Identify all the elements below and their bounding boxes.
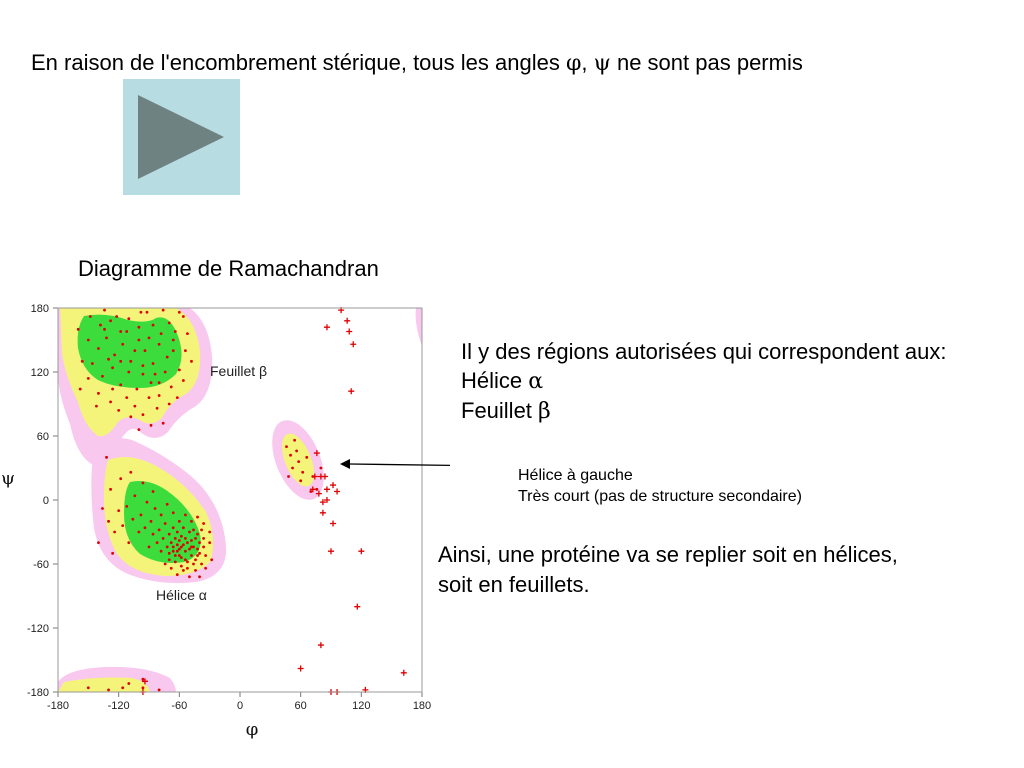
data-point bbox=[166, 356, 169, 359]
data-point bbox=[135, 388, 138, 391]
x-tick-labels bbox=[47, 700, 431, 712]
data-point bbox=[152, 362, 155, 365]
data-point bbox=[172, 550, 175, 553]
data-point bbox=[172, 349, 175, 352]
data-point bbox=[109, 319, 112, 322]
data-point bbox=[178, 311, 181, 314]
title-suffix: ne sont pas permis bbox=[610, 50, 803, 75]
data-point bbox=[150, 381, 153, 384]
data-point bbox=[184, 514, 187, 517]
data-point bbox=[176, 573, 179, 576]
data-point bbox=[142, 364, 145, 367]
data-point bbox=[137, 531, 140, 534]
play-button[interactable] bbox=[123, 79, 240, 195]
data-point bbox=[190, 360, 193, 363]
data-point bbox=[137, 339, 140, 342]
data-point bbox=[178, 520, 181, 523]
data-point bbox=[200, 563, 203, 566]
conclusion-text bbox=[438, 540, 898, 600]
data-point bbox=[202, 522, 205, 525]
ramachandran-plot bbox=[0, 294, 450, 768]
data-point bbox=[184, 558, 187, 561]
data-point bbox=[168, 552, 171, 555]
left-helix-note bbox=[518, 465, 802, 507]
data-point bbox=[144, 349, 147, 352]
data-point bbox=[301, 471, 304, 474]
data-point bbox=[160, 332, 163, 335]
data-point bbox=[137, 326, 140, 329]
data-point bbox=[178, 554, 181, 557]
data-point bbox=[210, 558, 213, 561]
data-point bbox=[190, 554, 193, 557]
data-point bbox=[148, 546, 151, 549]
data-point bbox=[208, 541, 211, 544]
data-point bbox=[172, 546, 175, 549]
regions-alpha bbox=[461, 366, 947, 396]
regions-alpha-word: Hélice bbox=[461, 368, 529, 393]
data-point bbox=[198, 552, 201, 555]
diagram-title: Diagramme de Ramachandran bbox=[78, 256, 379, 281]
title-prefix: En raison de l'encombrement stérique, tous les angles bbox=[31, 50, 566, 75]
conclusion-line2: soit en feuillets. bbox=[438, 572, 590, 597]
data-point bbox=[107, 358, 110, 361]
data-point bbox=[119, 383, 122, 386]
data-point bbox=[176, 543, 179, 546]
data-point bbox=[113, 531, 116, 534]
data-point bbox=[202, 546, 205, 549]
data-point bbox=[95, 405, 98, 408]
data-point bbox=[168, 533, 171, 536]
allowed-regions-text bbox=[461, 337, 947, 426]
data-point bbox=[188, 531, 191, 534]
data-point bbox=[111, 366, 114, 369]
data-point bbox=[127, 317, 130, 320]
data-point bbox=[125, 505, 128, 508]
data-point bbox=[202, 537, 205, 540]
data-point bbox=[101, 507, 104, 510]
data-point bbox=[158, 394, 161, 397]
data-point bbox=[111, 388, 114, 391]
data-point bbox=[172, 526, 175, 529]
data-point bbox=[208, 531, 211, 534]
data-point bbox=[140, 311, 143, 314]
data-point bbox=[97, 392, 100, 395]
data-point bbox=[117, 409, 120, 412]
play-triangle-icon bbox=[138, 95, 224, 179]
data-point bbox=[158, 381, 161, 384]
y-tick-labels bbox=[27, 303, 49, 699]
data-point bbox=[190, 520, 193, 523]
data-point bbox=[140, 514, 143, 517]
data-point bbox=[162, 309, 165, 312]
data-point bbox=[194, 537, 197, 540]
data-point bbox=[299, 479, 302, 482]
data-point bbox=[99, 324, 102, 327]
data-point bbox=[194, 569, 197, 572]
data-point bbox=[133, 494, 136, 497]
regions-intro: Il y des régions autorisées qui correspondent aux: bbox=[461, 339, 947, 364]
y-tick-label: 0 bbox=[42, 495, 49, 507]
data-point bbox=[293, 439, 296, 442]
data-point bbox=[103, 309, 106, 312]
data-point bbox=[148, 336, 151, 339]
x-tick-label: -120 bbox=[107, 700, 130, 712]
data-point bbox=[200, 528, 203, 531]
data-point bbox=[119, 477, 122, 480]
data-point bbox=[101, 375, 104, 378]
data-point bbox=[97, 541, 100, 544]
data-point bbox=[158, 528, 161, 531]
x-tick-label: 0 bbox=[236, 700, 244, 712]
data-point bbox=[196, 554, 199, 557]
data-point bbox=[182, 569, 185, 572]
data-point bbox=[170, 567, 173, 570]
data-point bbox=[291, 467, 294, 470]
data-point bbox=[198, 575, 201, 578]
data-point bbox=[204, 554, 207, 557]
data-point bbox=[117, 509, 120, 512]
x-tick-label: 60 bbox=[294, 700, 307, 712]
data-point bbox=[160, 514, 163, 517]
data-point bbox=[297, 460, 300, 463]
data-point bbox=[192, 563, 195, 566]
data-point bbox=[115, 315, 118, 318]
data-point bbox=[107, 520, 110, 523]
data-point bbox=[176, 396, 179, 399]
data-point bbox=[178, 548, 181, 551]
data-point bbox=[196, 516, 199, 519]
data-point bbox=[158, 688, 161, 691]
data-point bbox=[295, 450, 298, 453]
data-point bbox=[137, 428, 140, 431]
data-point bbox=[170, 386, 173, 389]
slide-title bbox=[31, 50, 803, 76]
data-point bbox=[182, 526, 185, 529]
data-point bbox=[79, 388, 82, 391]
data-point bbox=[105, 336, 108, 339]
data-point bbox=[164, 371, 167, 374]
data-point bbox=[182, 379, 185, 382]
data-point bbox=[154, 373, 157, 376]
data-point bbox=[190, 539, 193, 542]
data-point bbox=[194, 558, 197, 561]
data-point bbox=[180, 535, 183, 538]
data-point bbox=[105, 456, 108, 459]
y-tick-label: -60 bbox=[33, 559, 49, 571]
data-point bbox=[127, 682, 130, 685]
data-point bbox=[174, 554, 177, 557]
data-point bbox=[133, 405, 136, 408]
data-point bbox=[129, 415, 132, 418]
data-point bbox=[305, 456, 308, 459]
data-point bbox=[97, 347, 100, 350]
data-point bbox=[121, 343, 124, 346]
data-point bbox=[131, 518, 134, 521]
data-point bbox=[121, 686, 124, 689]
data-point bbox=[150, 424, 153, 427]
x-tick-label: 180 bbox=[412, 700, 432, 712]
data-point bbox=[309, 490, 312, 493]
data-point bbox=[319, 467, 322, 470]
data-point bbox=[152, 324, 155, 327]
y-tick-label: 60 bbox=[36, 431, 49, 443]
y-tick-label: -180 bbox=[26, 687, 49, 699]
data-point bbox=[91, 362, 94, 365]
data-point bbox=[152, 490, 155, 493]
data-point bbox=[174, 537, 177, 540]
data-point bbox=[168, 403, 171, 406]
data-point bbox=[184, 537, 187, 540]
data-point bbox=[166, 503, 169, 506]
psi-symbol: ψ bbox=[593, 51, 611, 76]
data-point bbox=[142, 686, 145, 689]
data-point bbox=[168, 322, 171, 325]
phi-symbol: φ bbox=[565, 51, 582, 76]
data-point bbox=[156, 407, 159, 410]
left-helix-line1: Hélice à gauche bbox=[518, 467, 633, 484]
data-point bbox=[176, 550, 179, 553]
data-point bbox=[119, 330, 122, 333]
data-point bbox=[125, 330, 128, 333]
data-point bbox=[192, 528, 195, 531]
data-point bbox=[148, 396, 151, 399]
data-point bbox=[164, 522, 167, 525]
regions-beta bbox=[461, 396, 947, 426]
data-point bbox=[186, 567, 189, 570]
data-point bbox=[172, 339, 175, 342]
data-point bbox=[144, 526, 147, 529]
x-tick-label: -60 bbox=[171, 700, 188, 712]
data-point bbox=[162, 537, 165, 540]
data-point bbox=[150, 520, 153, 523]
data-point bbox=[142, 482, 145, 485]
data-point bbox=[196, 533, 199, 536]
beta-symbol: β bbox=[538, 399, 551, 424]
alpha-symbol: α bbox=[528, 369, 544, 394]
title-separator: , bbox=[581, 50, 594, 75]
data-point bbox=[174, 560, 177, 563]
alpha-helix-label: Hélice α bbox=[156, 587, 207, 603]
data-point bbox=[174, 330, 177, 333]
data-point bbox=[127, 541, 130, 544]
data-point bbox=[158, 343, 161, 346]
data-point bbox=[287, 475, 290, 478]
data-point bbox=[87, 686, 90, 689]
data-point bbox=[180, 546, 183, 549]
data-point bbox=[107, 688, 110, 691]
data-point bbox=[129, 471, 132, 474]
data-point bbox=[162, 422, 165, 425]
data-point bbox=[146, 501, 149, 504]
data-point bbox=[113, 354, 116, 357]
data-point bbox=[142, 373, 145, 376]
regions-beta-word: Feuillet bbox=[461, 398, 539, 423]
data-point bbox=[156, 541, 159, 544]
data-point bbox=[180, 556, 183, 559]
data-point bbox=[166, 546, 169, 549]
data-point bbox=[180, 565, 183, 568]
data-point bbox=[168, 558, 171, 561]
data-point bbox=[152, 533, 155, 536]
y-tick-label: -120 bbox=[26, 623, 49, 635]
data-point bbox=[285, 445, 288, 448]
data-point bbox=[87, 339, 90, 342]
x-tick-label: -180 bbox=[46, 700, 70, 712]
data-point bbox=[142, 678, 145, 681]
data-point bbox=[81, 360, 84, 363]
data-point bbox=[170, 541, 173, 544]
beta-sheet-label: Feuillet β bbox=[210, 363, 268, 379]
y-tick-label: 120 bbox=[30, 367, 49, 379]
left-helix-line2: Très court (pas de structure secondaire) bbox=[518, 488, 802, 505]
data-point bbox=[119, 360, 122, 363]
data-point bbox=[154, 507, 157, 510]
data-point bbox=[184, 550, 187, 553]
data-point bbox=[125, 396, 128, 399]
data-point bbox=[178, 368, 181, 371]
data-point bbox=[109, 400, 112, 403]
data-point bbox=[109, 488, 112, 491]
data-point bbox=[133, 349, 136, 352]
data-point bbox=[127, 371, 130, 374]
y-tick-label: 180 bbox=[30, 303, 49, 315]
y-axis-label: ψ bbox=[0, 468, 16, 489]
data-point bbox=[121, 524, 124, 527]
data-point bbox=[289, 454, 292, 457]
x-axis-label: φ bbox=[245, 719, 259, 740]
data-point bbox=[111, 552, 114, 555]
data-point bbox=[184, 349, 187, 352]
data-point bbox=[89, 315, 92, 318]
data-point bbox=[186, 560, 189, 563]
data-point bbox=[186, 332, 189, 335]
data-point bbox=[182, 543, 185, 546]
data-point bbox=[164, 563, 167, 566]
data-point bbox=[129, 360, 132, 363]
x-tick-label: 120 bbox=[352, 700, 371, 712]
data-point bbox=[142, 413, 145, 416]
data-point bbox=[103, 328, 106, 331]
data-point bbox=[198, 541, 201, 544]
data-point bbox=[188, 548, 191, 551]
conclusion-line1: Ainsi, une protéine va se replier soit en hélices, bbox=[438, 542, 898, 567]
data-point bbox=[178, 539, 181, 542]
data-point bbox=[188, 575, 191, 578]
data-point bbox=[182, 315, 185, 318]
data-point bbox=[190, 546, 193, 549]
data-point bbox=[77, 328, 80, 331]
data-point bbox=[315, 488, 318, 491]
data-point bbox=[204, 567, 207, 570]
data-point bbox=[176, 531, 179, 534]
data-point bbox=[186, 541, 189, 544]
data-point bbox=[196, 548, 199, 551]
data-point bbox=[87, 377, 90, 380]
data-point bbox=[160, 550, 163, 553]
data-point bbox=[172, 511, 175, 514]
data-point bbox=[146, 311, 149, 314]
